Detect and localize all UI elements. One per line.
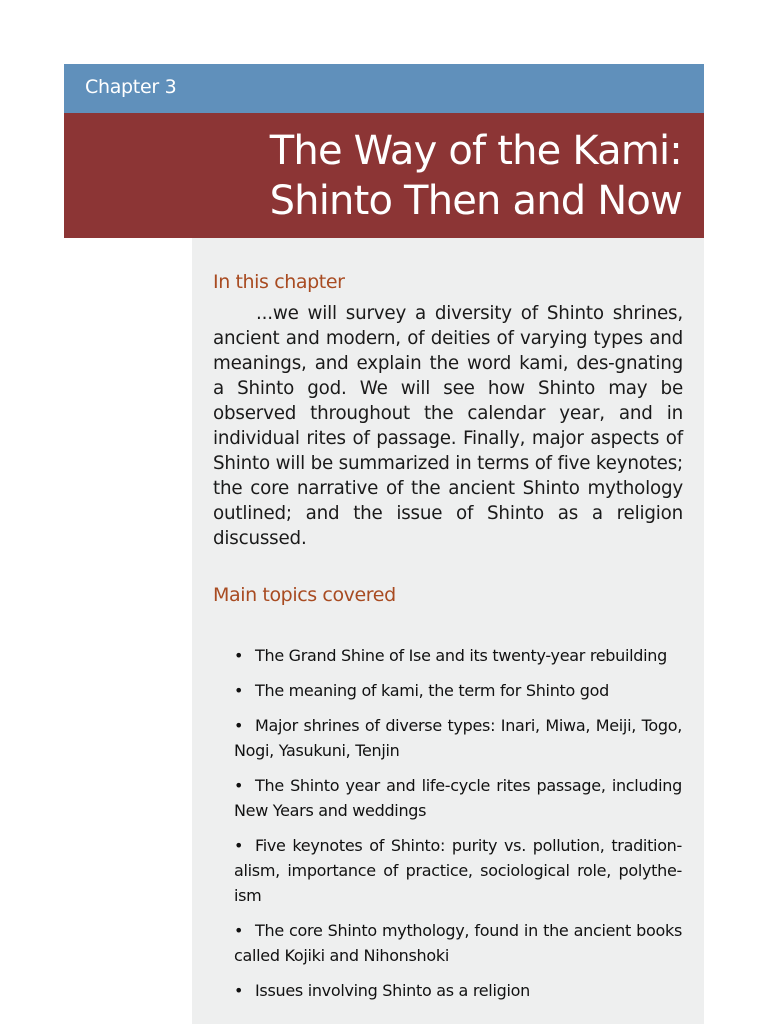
- list-item: [234, 918, 682, 968]
- chapter-bar: [64, 64, 704, 113]
- list-item: [234, 678, 682, 703]
- topic-text: Major shrines of diverse types: Inari, Miwa, Meiji, Togo, Nogi, Yasukuni, Tenjin: [234, 716, 682, 760]
- bullet: •: [234, 716, 244, 735]
- list-item: [234, 833, 682, 908]
- topics-list: [234, 643, 682, 1003]
- chapter-label: Chapter 3: [85, 76, 177, 98]
- list-item: [234, 978, 682, 1003]
- title-bar: [64, 113, 704, 238]
- list-item: [234, 713, 682, 763]
- list-item: [234, 773, 682, 823]
- topic-text: The Shinto year and life-cycle rites passage, including New Years and weddings: [234, 776, 682, 820]
- bullet: •: [234, 836, 244, 855]
- topic-text: The meaning of kami, the term for Shinto god: [255, 681, 609, 700]
- chapter-title-line-1: The Way of the Kami:: [269, 128, 682, 174]
- topic-text: Issues involving Shinto as a religion: [255, 981, 530, 1000]
- bullet: •: [234, 646, 244, 665]
- bullet: •: [234, 981, 244, 1000]
- topic-text: The Grand Shine of Ise and its twenty-year rebuilding: [255, 646, 667, 665]
- content-panel: [192, 238, 704, 1024]
- intro-heading: In this chapter: [213, 271, 345, 293]
- chapter-title: [270, 126, 682, 226]
- bullet: •: [234, 776, 244, 795]
- intro-paragraph: ...we will survey a diversity of Shinto shrines, ancient and modern, of deities of varying types and meanings, and explain the word kami, des-gnating a Shinto god. We will see how Shinto may be observed throughout the calendar year, and in individual rites of passage. Finally, major aspects of Shinto will be summarized in terms of five keynotes; the core narrative of the ancient Shinto mythology outlined; and the issue of Shinto as a religion discussed.: [213, 303, 683, 549]
- topic-text: Five keynotes of Shinto: purity vs. pollution, tradition-alism, importance of practice, sociological role, polythe-ism: [234, 836, 682, 905]
- chapter-title-line-2: Shinto Then and Now: [269, 178, 682, 224]
- list-item: [234, 643, 682, 668]
- topic-text: The core Shinto mythology, found in the ancient books called Kojiki and Nihonshoki: [234, 921, 682, 965]
- bullet: •: [234, 681, 244, 700]
- bullet: •: [234, 921, 244, 940]
- topics-heading: Main topics covered: [213, 584, 396, 606]
